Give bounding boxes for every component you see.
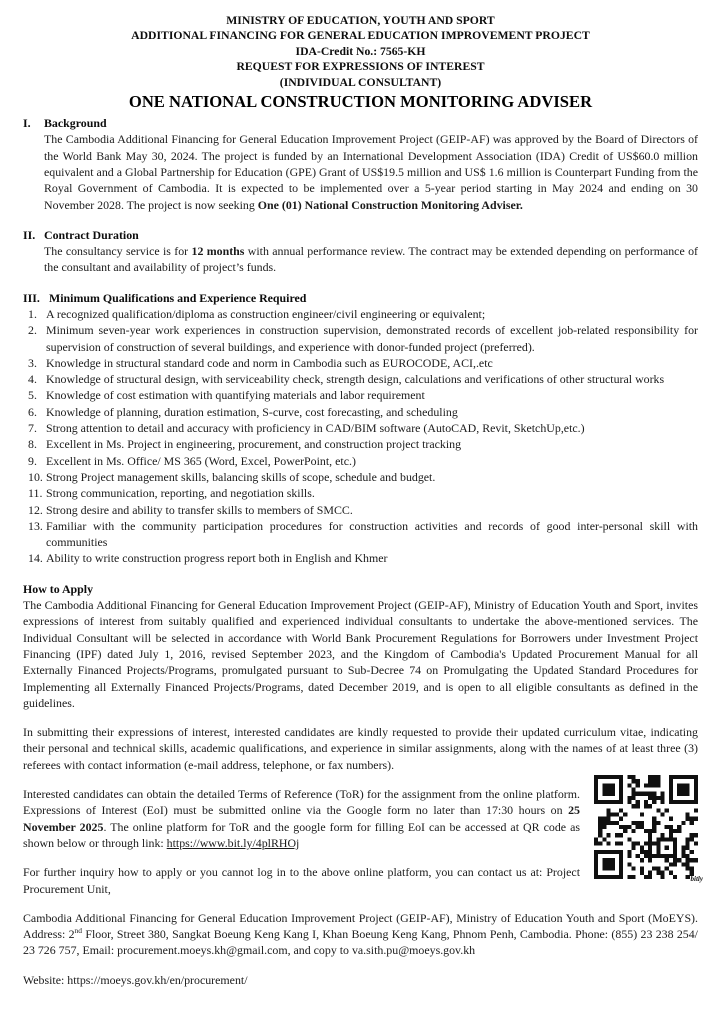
- paragraph-submission-requirements: [23, 724, 698, 773]
- text-run: with annual performance review. The contract may be extended depending on performance of the consultant and availability of project’s funds.: [44, 244, 698, 275]
- header-credit-number: IDA-Credit No.: 7565-KH: [295, 44, 426, 58]
- item-text: Strong desire and ability to transfer skills to members of SMCC.: [46, 502, 353, 517]
- qualification-item: [28, 371, 698, 387]
- item-text: Knowledge of planning, duration estimation, S-curve, cost forecasting, and scheduling: [46, 404, 458, 419]
- text-run: Website:: [23, 972, 68, 987]
- section-heading-text: Minimum Qualifications and Experience Required: [49, 290, 307, 305]
- section-qualifications: [23, 290, 698, 567]
- qr-code: [594, 775, 698, 879]
- header-request-line: REQUEST FOR EXPRESSIONS OF INTEREST: [236, 60, 485, 74]
- qualification-item: [28, 404, 698, 420]
- item-text: Minimum seven-year work experiences in construction supervision, demonstrated records of excellent job-related responsibility for supervision of construction of several buildings, and experience with donor-funded project (preferred).: [46, 323, 698, 354]
- qualification-item: [28, 469, 698, 485]
- paragraph-website: [23, 972, 698, 988]
- section-number: II.: [23, 227, 36, 242]
- item-text: Excellent in Ms. Project in engineering, procurement, and construction project tracking: [46, 437, 462, 452]
- item-number: 3.: [28, 355, 37, 370]
- item-text: Familiar with the community participation procedures for construction activities and records of good inter-personal skill with communities: [46, 518, 698, 550]
- section-number: I.: [23, 116, 31, 131]
- header-project-line: ADDITIONAL FINANCING FOR GENERAL EDUCATION IMPROVEMENT PROJECT: [131, 29, 590, 43]
- item-text: Knowledge of structural design, with serviceability check, strength design, calculations and verifications of other structural works: [46, 372, 665, 387]
- text-run: Interested candidates can obtain the detailed Terms of Reference (ToR) for the assignment from the online platform. Expressions of Interest (EoI) must be submitted online via the Google form no later than 17:30 hours on: [23, 787, 580, 818]
- item-text: Knowledge of cost estimation with quantifying materials and labor requirement: [46, 388, 425, 403]
- qualification-item: [28, 436, 698, 452]
- item-number: 11.: [28, 486, 43, 501]
- item-number: 14.: [28, 551, 43, 566]
- qualification-item: [28, 387, 698, 403]
- qualification-item: [28, 502, 698, 518]
- section-contract-duration: [23, 227, 698, 276]
- qualification-item: [28, 485, 698, 501]
- qualification-item: [28, 420, 698, 436]
- section-heading-text: Background: [44, 116, 107, 131]
- item-number: 8.: [28, 437, 37, 452]
- item-number: 9.: [28, 453, 37, 468]
- text-run: The Cambodia Additional Financing for General Education Improvement Project (GEIP-AF), Ministry of Education Youth and Sport, invites expressions of interest from suitably qualified and experienced individual consultants to undertake the above-mentioned services. The Individual Consultant will be selected in accordance with World Bank Procurement Regulations for Borrowers under Investment Project Financing (IPF) dated July 1, 2016, revised September 2023, and the Kingdom of Cambodia's Updated Procurement Manual for all Externally Financed Projects/Programs, promulgated pursuant to Sub-Decree 74 on Promulgating the Updated Standard Procedures for Implementing all Externally Financed Projects/Programs, dated December 2019, and is open to all eligible consultants as defined in the guidelines.: [23, 598, 698, 710]
- page-title: ONE NATIONAL CONSTRUCTION MONITORING ADVISER: [128, 92, 593, 112]
- text-run: In submitting their expressions of interest, interested candidates are kindly requested to provide their updated curriculum vitae, indicating their personal and technical skills, academic qualifications, and experience in similar assignments, along with the names of at least three (3) referees with contact information (e-mail address, telephone, or fax numbers).: [23, 725, 698, 772]
- qualification-item: [28, 453, 698, 469]
- text-run: . The online platform for ToR and the google form for filling EoI can be accessed at QR code as shown below or through link:: [23, 819, 580, 850]
- text-run: 12 months: [191, 244, 245, 259]
- item-text: Strong communication, reporting, and negotiation skills.: [46, 486, 315, 501]
- item-text: Ability to write construction progress report both in English and Khmer: [46, 551, 388, 566]
- text-run: For further inquiry how to apply or you cannot log in to the above online platform, you can contact us at: Project Procurement Unit,: [23, 865, 580, 896]
- document-header: [23, 13, 698, 112]
- text-run: Floor, Street 380, Sangkat Boeung Keng Kang I, Khan Boeung Keng Kang, Phnom Penh, Cambodia. Phone: (855) 23 238 254/ 23 726 757, Email: procurement.moeys.kh@gmail.com, and copy to va.sith.pu@moeys.gov.kh: [23, 927, 698, 958]
- paragraph-contact-address: [23, 910, 698, 959]
- qualifications-list: [23, 306, 698, 567]
- contract-duration-paragraph: [44, 243, 698, 276]
- section-heading-text: Contract Duration: [44, 227, 139, 242]
- item-number: 6.: [28, 404, 37, 419]
- item-text: Strong Project management skills, balancing skills of scope, schedule and budget.: [46, 469, 436, 484]
- item-text: A recognized qualification/diploma as construction engineer/civil engineering or equivalent;: [46, 307, 486, 321]
- item-number: 12.: [28, 502, 43, 517]
- bitly-logo: bitly: [690, 875, 703, 884]
- text-run: Cambodia Additional Financing for General Education Improvement Project (GEIP-AF), Ministry of Education Youth and Sport (MoEYS). Address: 2: [23, 910, 698, 942]
- how-to-apply-heading: How to Apply: [23, 581, 94, 596]
- item-number: 2.: [28, 323, 37, 338]
- item-number: 1.: [28, 307, 37, 321]
- section-contract-duration-heading: [23, 227, 698, 243]
- section-how-to-apply: [23, 581, 703, 988]
- qualification-item: [28, 518, 698, 551]
- text-run: The consultancy service is for: [44, 244, 192, 259]
- qualification-item: [28, 550, 698, 566]
- text-run: One (01) National Construction Monitoring Adviser.: [257, 197, 523, 212]
- header-ministry-line: MINISTRY OF EDUCATION, YOUTH AND SPORT: [226, 14, 495, 27]
- text-run: 25 November 2025: [23, 803, 580, 834]
- section-number: III.: [23, 290, 40, 305]
- qualification-item: [28, 322, 698, 355]
- text-run: nd: [74, 926, 83, 936]
- section-qualifications-heading: [23, 290, 698, 306]
- item-text: Strong attention to detail and accuracy with proficiency in CAD/BIM software (AutoCAD, Revit, SketchUp,etc.): [46, 421, 585, 436]
- item-text: Excellent in Ms. Office/ MS 365 (Word, Excel, PowerPoint, etc.): [46, 453, 356, 468]
- text-run: The Cambodia Additional Financing for General Education Improvement Project (GEIP-AF) was approved by the Board of Directors of the World Bank May 30, 2024. The project is funded by an International Development Association (IDA) Credit of US$60.0 million equivalent and a Global Partnership for Education (GPE) Grant of US$19.5 million and US$ 1.6 million is Counterpart Funding from the Royal Government of Cambodia. It is expected to be implemented over a 5-year period starting in May 2024 and ending on 30 November 2028. The project is now seeking: [44, 132, 698, 212]
- paragraph-selection-process: [23, 597, 698, 711]
- qr-code-block: [594, 775, 703, 887]
- item-number: 7.: [28, 421, 37, 436]
- item-number: 4.: [28, 372, 37, 387]
- header-consultant-line: (INDIVIDUAL CONSULTANT): [279, 75, 442, 89]
- item-number: 5.: [28, 388, 37, 403]
- item-number: 10.: [28, 469, 43, 484]
- item-text: Knowledge in structural standard code and norm in Cambodia such as EUROCODE, ACI,.etc: [46, 355, 493, 370]
- background-paragraph: [44, 131, 698, 212]
- inline-link[interactable]: https://www.bit.ly/4plRHOj: [166, 835, 300, 850]
- item-number: 13.: [28, 518, 43, 533]
- qualification-item: [28, 306, 698, 322]
- section-background: [23, 115, 698, 213]
- qualification-item: [28, 355, 698, 371]
- inline-link[interactable]: https://moeys.gov.kh/en/procurement/: [67, 972, 248, 987]
- section-background-heading: [23, 115, 698, 131]
